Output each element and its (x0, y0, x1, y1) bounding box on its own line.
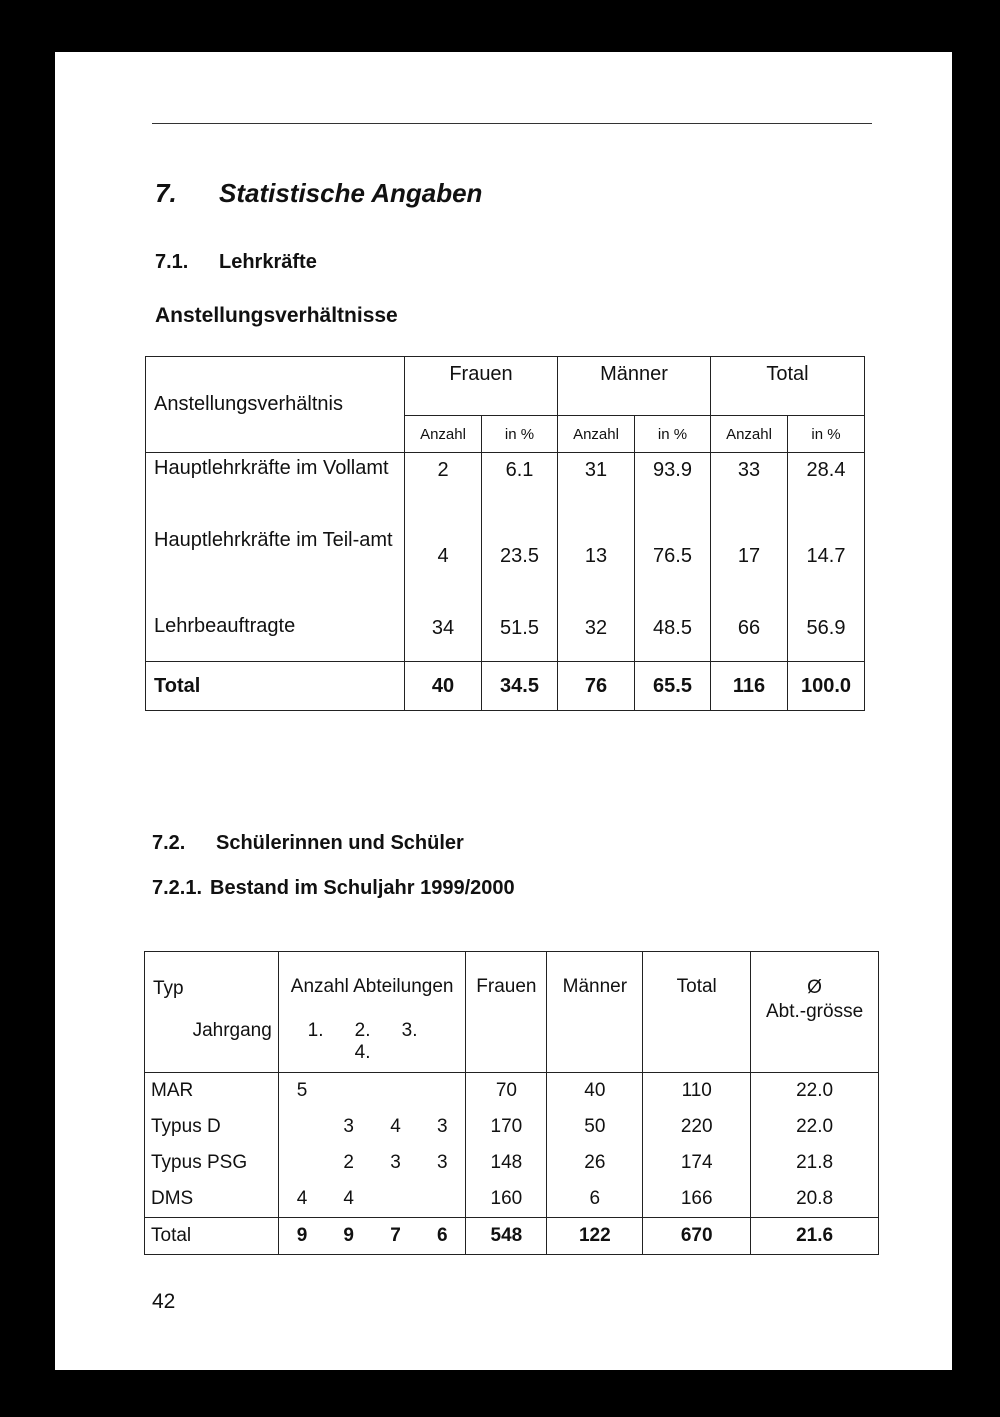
subsection-number: 7.2.1. (152, 877, 203, 899)
table-total-row (146, 662, 865, 711)
table-cell: 51.5 (482, 611, 558, 662)
subsection-heading-lehrkraefte (155, 251, 317, 274)
table-row (145, 1145, 879, 1181)
header-rule (152, 123, 872, 124)
table-row (145, 1073, 879, 1110)
table-cell: 40 (405, 662, 482, 711)
table-row (146, 453, 865, 526)
table-row (145, 1109, 879, 1145)
table-cell: 56.9 (788, 611, 865, 662)
table-cell: 14.7 (788, 525, 865, 611)
table-cell: 6.1 (482, 453, 558, 526)
table-cell: 4 (390, 1116, 401, 1137)
table-cell: 28.4 (788, 453, 865, 526)
row-label: Total (146, 662, 405, 711)
subsection-number: 7.2. (152, 832, 186, 854)
table-row (146, 611, 865, 662)
page-number: 42 (152, 1290, 176, 1313)
table-cell: 22.0 (751, 1109, 879, 1145)
row-label: Typus PSG (145, 1145, 279, 1181)
table-cell: 9 (278, 1218, 325, 1255)
table-cell: 40 (547, 1073, 643, 1110)
group-header-maenner: Männer (558, 357, 711, 416)
table-cell: 3 (419, 1109, 466, 1145)
table-row (145, 1181, 879, 1218)
subsection-title: Lehrkräfte (219, 251, 317, 273)
table-cell: 6 (419, 1218, 466, 1255)
average-symbol: Ø (807, 977, 822, 998)
year-headers (291, 1020, 466, 1064)
frauen-header: Frauen (466, 952, 547, 1073)
table-cell: 174 (643, 1145, 751, 1181)
table-cell: 7 (372, 1218, 419, 1255)
table-cell: 32 (558, 611, 635, 662)
table-cell: 6 (547, 1181, 643, 1218)
subheader-cell: Anzahl (405, 416, 482, 453)
table-cell: 9 (325, 1218, 372, 1255)
table-cell (278, 1109, 325, 1145)
group-header-total: Total (711, 357, 865, 416)
year-header: 3. (401, 1020, 418, 1041)
subheader-cell: Anzahl (558, 416, 635, 453)
table-cell: 148 (466, 1145, 547, 1181)
table-cell: 21.8 (751, 1145, 879, 1181)
table-cell: 3 (419, 1145, 466, 1181)
row-label: Hauptlehrkräfte im Teil-amt (146, 525, 405, 611)
abteilungen-header: Anzahl Abteilungen (290, 976, 454, 997)
table-cell: 20.8 (751, 1181, 879, 1218)
document-page (55, 52, 952, 1370)
table-cell: 66 (711, 611, 788, 662)
section-number: 7. (155, 178, 177, 208)
employment-table (145, 356, 865, 711)
table1-label-header: Anstellungsverhältnis (146, 357, 405, 453)
table-cell (372, 1181, 419, 1218)
table-cell: 31 (558, 453, 635, 526)
subsection-title: Bestand im Schuljahr 1999/2000 (210, 877, 515, 899)
students-table (144, 951, 879, 1255)
table-cell: 93.9 (635, 453, 711, 526)
table-cell: 100.0 (788, 662, 865, 711)
table-cell: 548 (466, 1218, 547, 1255)
table-cell: 166 (643, 1181, 751, 1218)
table-cell (419, 1073, 466, 1110)
table-cell: 2 (343, 1152, 354, 1173)
table-cell: 110 (643, 1073, 751, 1110)
subsection-heading-schueler (152, 832, 464, 855)
table-total-row (145, 1218, 879, 1255)
subsection-number: 7.1. (155, 251, 189, 273)
row-label: Total (145, 1218, 279, 1255)
table-cell: 34.5 (482, 662, 558, 711)
total-header: Total (643, 952, 751, 1073)
table-cell: 21.6 (751, 1218, 879, 1255)
table-cell: 4 (405, 525, 482, 611)
table-cell: 3 (343, 1116, 354, 1137)
typ-header-cell (145, 952, 279, 1073)
table-cell: 33 (711, 453, 788, 526)
section-title: Statistische Angaben (219, 178, 483, 208)
table-cell: 122 (547, 1218, 643, 1255)
table-cell: 23.5 (482, 525, 558, 611)
table-cell: 4 (343, 1188, 354, 1209)
table-cell: 50 (547, 1109, 643, 1145)
table-cell (372, 1073, 419, 1110)
row-label: DMS (145, 1181, 279, 1218)
table-cell (419, 1181, 466, 1218)
table-cell: 26 (547, 1145, 643, 1181)
subheader-cell: in % (788, 416, 865, 453)
subheader-cell: Anzahl (711, 416, 788, 453)
table-cell: 76.5 (635, 525, 711, 611)
table-cell: 65.5 (635, 662, 711, 711)
subsection-title: Schülerinnen und Schüler (216, 832, 464, 854)
table-cell: 160 (466, 1181, 547, 1218)
year-header: 2. (354, 1020, 371, 1041)
table-cell: 48.5 (635, 611, 711, 662)
subheader-cell: in % (635, 416, 711, 453)
row-label: Lehrbeauftragte (146, 611, 405, 662)
table-cell: 220 (643, 1109, 751, 1145)
table1-heading: Anstellungsverhältnisse (155, 304, 398, 327)
table-cell: 170 (466, 1109, 547, 1145)
table-cell: 116 (711, 662, 788, 711)
table-cell: 34 (405, 611, 482, 662)
section-heading (155, 178, 482, 209)
table-cell (325, 1073, 372, 1110)
row-label: MAR (145, 1073, 279, 1110)
row-label: Typus D (145, 1109, 279, 1145)
table-cell: 3 (390, 1152, 401, 1173)
jahrgang-header: Jahrgang (192, 1020, 272, 1041)
abteilungen-header-cell (278, 952, 466, 1073)
table-cell: 70 (466, 1073, 547, 1110)
table-cell: 13 (558, 525, 635, 611)
table-cell: 76 (558, 662, 635, 711)
table-cell: 670 (643, 1218, 751, 1255)
avg-size-header: Abt.-grösse (765, 1001, 864, 1022)
table-cell: 4 (278, 1181, 325, 1218)
year-header: 1. (307, 1020, 324, 1041)
table-cell (278, 1145, 325, 1181)
avg-size-header-cell (751, 952, 879, 1073)
table-row (146, 525, 865, 611)
table-cell: 2 (405, 453, 482, 526)
table-cell: 5 (278, 1073, 325, 1110)
table-cell: 22.0 (751, 1073, 879, 1110)
maenner-header: Männer (547, 952, 643, 1073)
subheader-cell: in % (482, 416, 558, 453)
typ-header: Typ (153, 978, 184, 999)
year-header: 4. (354, 1042, 371, 1063)
table-cell: 17 (711, 525, 788, 611)
subsection-heading-bestand (152, 877, 515, 900)
group-header-frauen: Frauen (405, 357, 558, 416)
row-label: Hauptlehrkräfte im Vollamt (146, 453, 405, 526)
